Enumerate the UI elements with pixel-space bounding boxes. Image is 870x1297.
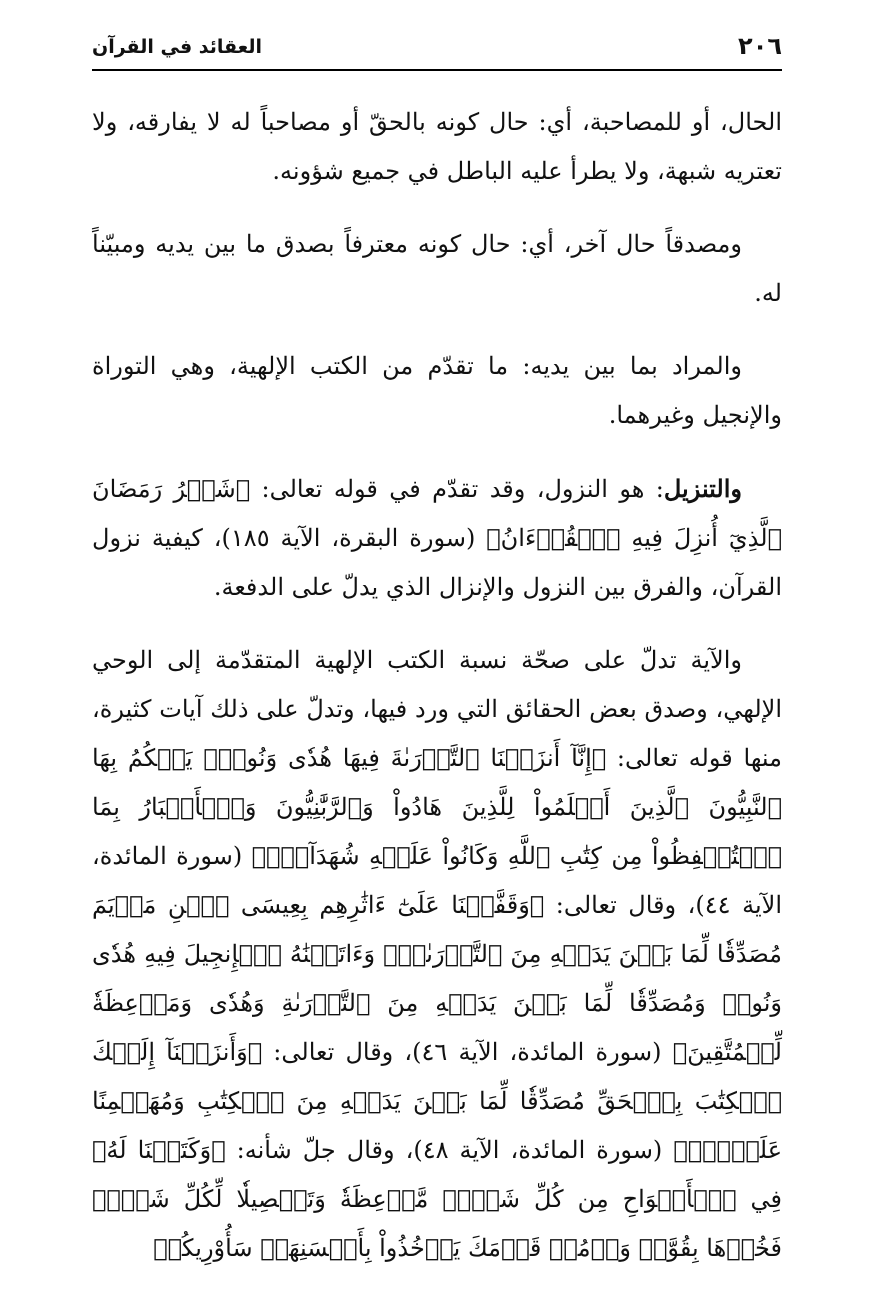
term-tanzil: والتنزيل bbox=[663, 474, 742, 503]
header-rule bbox=[92, 69, 782, 71]
quran-verse-maidah-46: ﴿وَقَفَّيۡنَا عَلَىٰٓ ءَاثَٰرِهِم بِعِيسَى ٱبۡنِ مَرۡيَمَ مُصَدِّقٗا لِّمَا بَيۡنَ يَدَيۡهِ مِنَ ٱلتَّوۡرَىٰةِۖ وَءَاتَيۡنَٰهُ ٱلۡإِنجِيلَ فِيهِ هُدٗى وَنُورٞ وَمُصَدِّقٗا لِّمَا بَيۡنَ يَدَيۡهِ مِنَ ٱلتَّوۡرَىٰةِ وَهُدٗى وَمَوۡعِظَةٗ لِّلۡمُتَّقِينَ﴾ bbox=[92, 891, 782, 1066]
paragraph-5-text-b: (سورة المائدة، الآية ٤٤)، وقال تعالى: bbox=[92, 842, 783, 919]
quran-verse-maidah-48: ﴿وَأَنزَلۡنَآ إِلَيۡكَ ٱلۡكِتَٰبَ بِٱلۡحَقِّ مُصَدِّقٗا لِّمَا بَيۡنَ يَدَيۡهِ مِنَ ٱلۡكِتَٰبِ وَمُهَيۡمِنًا عَلَيۡهِۖ﴾ bbox=[92, 1038, 783, 1164]
paragraph-3 bbox=[92, 342, 782, 440]
paragraph-5-text-d: (سورة المائدة، الآية ٤٨)، وقال جلّ شأنه: bbox=[225, 1136, 674, 1164]
page-number: ٢٠٦ bbox=[738, 32, 782, 60]
paragraph-5-text-a: والآية تدلّ على صحّة نسبة الكتب الإلهية المتقدّمة إلى الوحي الإلهي، وصدق بعض الحقائق التي ورد فيها، وتدلّ على ذلك آيات كثيرة، منها قوله تعالى: bbox=[92, 646, 782, 772]
paragraph-4-text-a: : هو النزول، وقد تقدّم في قوله تعالى: bbox=[250, 475, 664, 503]
paragraph-2-text: ومصدقاً حال آخر، أي: حال كونه معترفاً بصدق ما بين يديه ومبيّناً له. bbox=[92, 230, 782, 307]
page-body bbox=[92, 98, 782, 1297]
paragraph-5 bbox=[92, 636, 782, 1273]
paragraph-4-text-b: (سورة البقرة، الآية ١٨٥)، كيفية نزول القرآن، والفرق بين النزول والإنزال الذي يدلّ على الدفعة. bbox=[92, 524, 782, 601]
quran-verse-araf-145: ﴿وَكَتَبۡنَا لَهُۥ فِي ٱلۡأَلۡوَاحِ مِن كُلِّ شَيۡءٖ مَّوۡعِظَةٗ وَتَفۡصِيلٗا لِّكُلِّ شَيۡءٖ فَخُذۡهَا بِقُوَّةٖ وَأۡمُرۡ قَوۡمَكَ يَأۡخُذُواْ بِأَحۡسَنِهَاۚ سَأُوْرِيكُمۡ bbox=[92, 1136, 782, 1262]
page-header bbox=[92, 30, 782, 66]
paragraph-5-text-c: (سورة المائدة، الآية ٤٦)، وقال تعالى: bbox=[262, 1038, 673, 1066]
running-title: العقائد في القرآن bbox=[92, 36, 263, 58]
paragraph-1 bbox=[92, 98, 782, 196]
paragraph-1-text: الحال، أو للمصاحبة، أي: حال كونه بالحقّ أو مصاحباً له لا يفارقه، ولا تعتريه شبهة، ولا يطرأ عليه الباطل في جميع شؤونه. bbox=[92, 108, 782, 185]
quran-verse-maidah-44: ﴿إِنَّآ أَنزَلۡنَا ٱلتَّوۡرَىٰةَ فِيهَا هُدٗى وَنُورٞۚ يَحۡكُمُ بِهَا ٱلنَّبِيُّونَ ٱلَّذِينَ أَسۡلَمُواْ لِلَّذِينَ هَادُواْ وَٱلرَّبَّٰنِيُّونَ وَٱلۡأَحۡبَارُ بِمَا ٱسۡتُحۡفِظُواْ مِن كِتَٰبِ ٱللَّهِ وَكَانُواْ عَلَيۡهِ شُهَدَآءَۚ﴾ bbox=[92, 744, 782, 870]
quran-verse-baqarah-185: ﴿شَهۡرُ رَمَضَانَ ٱلَّذِيٓ أُنزِلَ فِيهِ ٱلۡقُرۡءَانُ﴾ bbox=[92, 475, 782, 552]
paragraph-4 bbox=[92, 464, 782, 612]
paragraph-2 bbox=[92, 220, 782, 318]
paragraph-3-text: والمراد بما بين يديه: ما تقدّم من الكتب الإلهية، وهي التوراة والإنجيل وغيرهما. bbox=[92, 352, 782, 429]
